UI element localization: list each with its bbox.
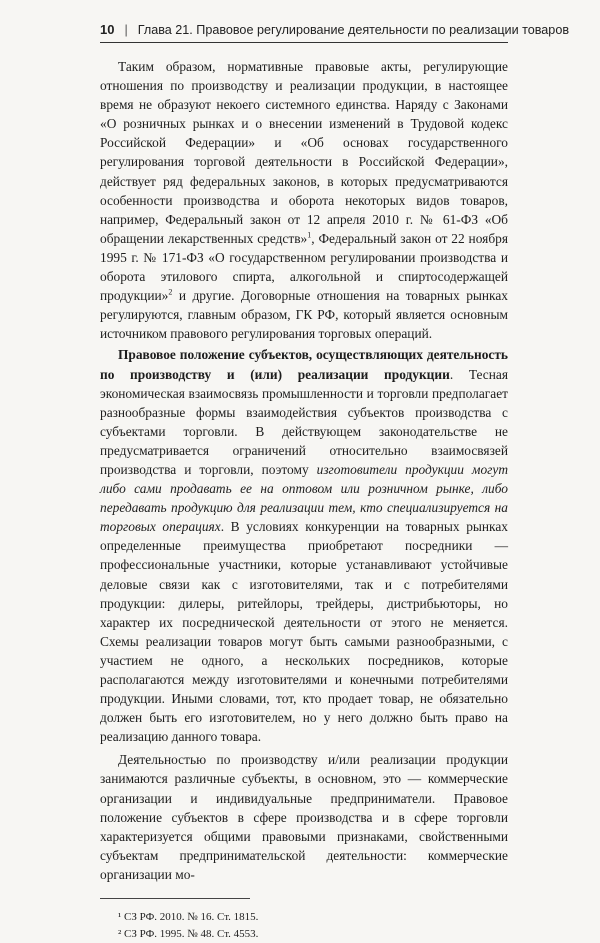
footnote-divider xyxy=(100,898,250,899)
body-text xyxy=(100,57,508,884)
footnote-ref-1[interactable]: 1 xyxy=(307,230,312,240)
footnote-2: ² СЗ РФ. 1995. № 48. Ст. 4553. xyxy=(118,928,259,941)
paragraph-2: Правовое положение субъектов, осуществляющих деятельность по производству и (или) реализации продукции. Тесная экономическая взаимосвязь промышленности и торговли предполагает разнообразные формы взаимодействия субъектов производства с субъектами торговли. В действующем законодательстве не предусматривается ограничений относительно взаимосвязей производства и торговли, поэтому изготовители продукции могут либо сами продавать ее на оптовом или розничном рынке, либо передавать продукцию для реализации тем, кто специализируется на торговых операциях. В условиях конкуренции на товарных рынках определенные преимущества приобретают посредники — профессиональные участники, которые устанавливают устойчивые деловые связи как с изготовителями, так и с потребителями продукции: дилеры, ритейлоры, трейдеры, дистрибьюторы, но характер их посреднической деятельности от этого не меняется. Схемы реализации товаров могут быть самыми разнообразными, с участием не одного, а нескольких посредников, которые располагаются между изготовителями и конечными потребителями продукции. Иными словами, тот, кто продает товар, не обязательно должен быть его изготовителем, но у него должно быть право на реализацию данного товара. xyxy=(100,347,509,745)
footnotes xyxy=(100,909,508,943)
paragraph-2-emphasis: изготовители продукции могут либо сами продавать ее на оптовом или розничном рынке, либо передавать продукцию для реализации тем, кто специализируется на торговых операциях xyxy=(100,461,508,535)
paragraph-2-heading: Правовое положение субъектов, осуществляющих деятельность по производству и (или) реализации продукции xyxy=(100,347,508,382)
running-header xyxy=(100,22,570,43)
chapter-title: Глава 21. Правовое регулирование деятельности по реализации товаров xyxy=(137,22,570,37)
footnote-ref-2[interactable]: 2 xyxy=(168,287,173,297)
footnote-1: ¹ СЗ РФ. 2010. № 16. Ст. 1815. xyxy=(118,911,259,924)
page-number: 10 xyxy=(100,22,115,37)
paragraph-3: Деятельностью по производству и/или реализации продукции занимаются различные субъекты, в основном, это — коммерческие организации и индивидуальные предприниматели. Правовое положение субъектов в сфере производства и в сфере торговли характеризуется общими правовыми признаками, свойственными субъектам предпринимательской деятельности: коммерческие организации мо- xyxy=(100,752,508,882)
header-separator: | xyxy=(124,22,128,37)
paragraph-1: Таким образом, нормативные правовые акты, регулирующие отношения по производству и реализации продукции, в настоящее время не образуют некоего системного единства. Наряду с Законами «О розничных рынках и о внесении изменений в Трудовой кодекс Российской Федерации» и «Об основах государственного регулирования торговой деятельности в Российской Федерации», действует ряд федеральных законов, в которых предусматриваются особенности производства и оборота некоторых видов товаров, например, Федеральный закон от 12 апреля 2010 г. № 61-ФЗ «Об обращении лекарственных средств»$^1$, Федеральный закон от 22 ноября 1995 г. № 171-ФЗ «О государственном регулировании производства и оборота этилового спирта, алкогольной и спиртосодержащей продукции»$^2$ и другие. Договорные отношения на товарных рынках регулируются, главным образом, ГК РФ, который является основным источником правового регулирования торговых операций. xyxy=(100,59,508,342)
